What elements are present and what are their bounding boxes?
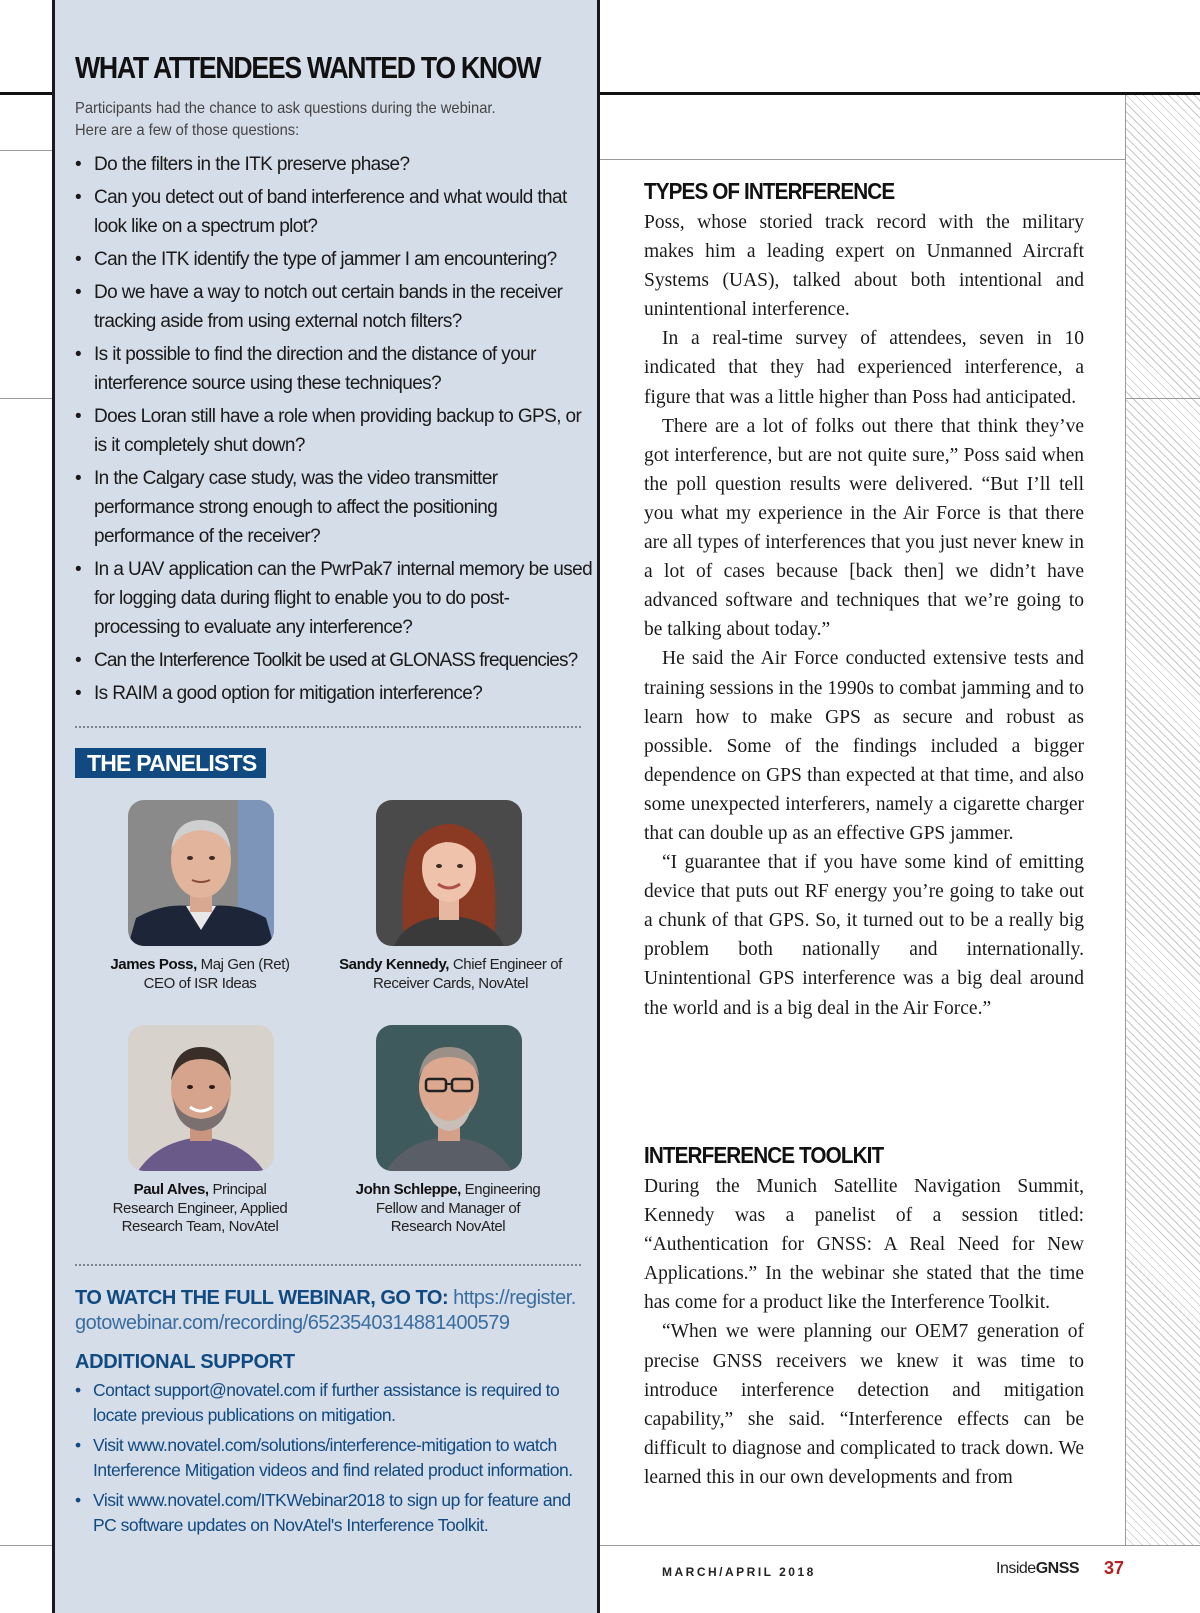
panelist-caption-kennedy: Sandy Kennedy, Chief Engineer of Receiver Cards, NovAtel <box>339 956 562 992</box>
panelist-caption-poss: James Poss, Maj Gen (Ret) CEO of ISR Ideas <box>110 956 290 992</box>
right-thin-rule-1 <box>600 159 1126 160</box>
paragraph: He said the Air Force conducted extensive tests and training sessions in the 1990s to combat jamming and to learn how to make GPS as secure and robust as possible. Some of the findings included a bigger dependence on GPS than expected at that time, and also some unexpected interferers, namely a cigarette charger that can double up as an effective GPS jammer. <box>644 648 1084 844</box>
dotted-divider <box>75 726 581 728</box>
bullet-icon: • <box>75 468 82 489</box>
additional-support-heading: ADDITIONAL SUPPORT <box>75 1351 295 1373</box>
portrait-alves <box>128 1025 274 1171</box>
question-list <box>75 150 595 712</box>
section-body-types <box>644 208 1084 1023</box>
paragraph: Poss, whose storied track record with the military makes him a leading expert on Unmanned Aircraft Systems (UAS), talked about both intentional and unintentional interference. <box>644 212 1084 321</box>
panelist-name: John Schleppe, <box>355 1181 461 1198</box>
portrait-schleppe <box>376 1025 522 1171</box>
question-item: • Is it possible to find the direction and the distance of your interference source using these techniques? <box>75 340 595 398</box>
paragraph: “I guarantee that if you have some kind of emitting device that puts out RF energy you’re going to take out a chunk of that GPS. So, it turned out to be a really big problem both nationally and internationally. Unintentional GPS interference was a big deal around the world and is a big deal in the Air Force.” <box>644 852 1084 1019</box>
question-item: • Can you detect out of band interference and what would that look like on a spectrum plot? <box>75 183 595 241</box>
left-thin-rule-2 <box>0 398 52 399</box>
bullet-icon: • <box>75 1435 81 1455</box>
page-number: 37 <box>1104 1558 1125 1578</box>
support-item: • Visit www.novatel.com/solutions/interference-mitigation to watch Interference Mitigation videos and find related product information. <box>75 1435 573 1480</box>
section-body-toolkit <box>644 1172 1084 1492</box>
panelist-photo-kennedy <box>376 800 522 946</box>
panelist-photo-alves <box>128 1025 274 1171</box>
bullet-icon: • <box>75 187 82 208</box>
right-thin-rule-3 <box>600 1545 1200 1546</box>
bullet-icon: • <box>75 249 82 270</box>
panelist-name: Paul Alves, <box>133 1181 209 1198</box>
watch-webinar-block <box>75 1286 585 1336</box>
panelist-caption-schleppe: John Schleppe, Engineering Fellow and Manager of Research NovAtel <box>355 1181 541 1235</box>
panelist-photo-schleppe <box>376 1025 522 1171</box>
bullet-icon: • <box>75 344 82 365</box>
bullet-icon: • <box>75 650 81 671</box>
bullet-icon: • <box>75 1490 81 1510</box>
question-item: • Can the ITK identify the type of jammer I am encountering? <box>75 245 595 274</box>
section-heading-toolkit: INTERFERENCE TOOLKIT <box>644 1142 884 1168</box>
paragraph: “When we were planning our OEM7 generation of precise GNSS receivers we knew it was time to introduce interference detection and mitigation capability,” she said. “Interference effects can be difficult to diagnose and complicated to track down. We learned this in our own developments and from <box>644 1321 1084 1488</box>
bullet-icon: • <box>75 559 82 580</box>
question-item: • Do we have a way to notch out certain bands in the receiver tracking aside from using external notch filters? <box>75 278 595 336</box>
bullet-icon: • <box>75 282 82 303</box>
hatched-margin <box>1126 95 1200 1545</box>
question-item: • In the Calgary case study, was the video transmitter performance strong enough to affect the positioning performance of the receiver? <box>75 464 595 551</box>
left-thin-rule-1 <box>0 150 52 151</box>
sidebar-title: WHAT ATTENDEES WANTED TO KNOW <box>75 50 541 85</box>
section-heading-types: TYPES OF INTERFERENCE <box>644 178 895 204</box>
question-item: • Can the Interference Toolkit be used at GLONASS frequencies? <box>75 646 595 675</box>
watch-label: TO WATCH THE FULL WEBINAR, GO TO: <box>75 1287 449 1309</box>
magazine-brand: InsideGNSS <box>996 1560 1080 1577</box>
question-item: • Does Loran still have a role when providing backup to GPS, or is it completely shut down? <box>75 402 595 460</box>
panelist-name: Sandy Kennedy, <box>339 956 450 973</box>
right-vertical-rule <box>1125 95 1126 1545</box>
question-item: • Is RAIM a good option for mitigation interference? <box>75 679 595 708</box>
panelists-heading: THE PANELISTS <box>75 748 266 778</box>
paragraph: During the Munich Satellite Navigation Summit, Kennedy was a panelist of a session titled: “Authentication for GNSS: A Real Need for New Applications.” In the webinar she stated that the time has come for a product like the Interference Toolkit. <box>644 1176 1084 1314</box>
support-list <box>75 1378 587 1543</box>
issue-date: MARCH/APRIL 2018 <box>662 1565 816 1579</box>
bullet-icon: • <box>75 154 82 175</box>
intro-line: Participants had the chance to ask questions during the webinar. <box>75 100 496 117</box>
webinar-link[interactable]: https://register. <box>448 1287 576 1309</box>
top-rule-right <box>600 92 1200 95</box>
paragraph: In a real-time survey of attendees, seven in 10 indicated that they had experienced interference, a figure that was a little higher than Poss had anticipated. <box>644 328 1084 408</box>
panelist-photo-poss <box>128 800 274 946</box>
dotted-divider <box>75 1264 581 1266</box>
left-thin-rule-3 <box>0 1545 52 1546</box>
webinar-link[interactable]: gotowebinar.com/recording/6523540314881400579 <box>75 1312 510 1334</box>
panelist-caption-alves: Paul Alves, Principal Research Engineer, Applied Research Team, NovAtel <box>112 1181 288 1235</box>
top-rule-left <box>0 92 52 95</box>
question-item: • In a UAV application can the PwrPak7 internal memory be used for logging data during flight to enable you to do post-processing to evaluate any interference? <box>75 555 595 642</box>
right-thin-rule-2 <box>1126 398 1200 399</box>
sidebar-intro <box>75 98 507 142</box>
bullet-icon: • <box>75 683 82 704</box>
support-item: • Visit www.novatel.com/ITKWebinar2018 to sign up for feature and PC software updates on NovAtel's Interference Toolkit. <box>75 1490 571 1535</box>
paragraph: There are a lot of folks out there that think they’ve got interference, but are not quite sure,” Poss said when the poll question results were delivered. “But I’ll tell you what my experience in the Air Force is that there are all types of interferences that you just never knew in a lot of cases because [back then] we didn’t have advanced software and techniques that we’re going to be talking about today.” <box>644 415 1084 641</box>
bullet-icon: • <box>75 1380 81 1400</box>
question-item: • Do the filters in the ITK preserve phase? <box>75 150 595 179</box>
intro-line: Here are a few of those questions: <box>75 122 300 139</box>
bullet-icon: • <box>75 406 82 427</box>
portrait-kennedy <box>376 800 522 946</box>
support-item: • Contact support@novatel.com if further assistance is required to locate previous publications on mitigation. <box>75 1380 560 1425</box>
panelist-name: James Poss, <box>110 956 197 973</box>
portrait-poss <box>128 800 274 946</box>
